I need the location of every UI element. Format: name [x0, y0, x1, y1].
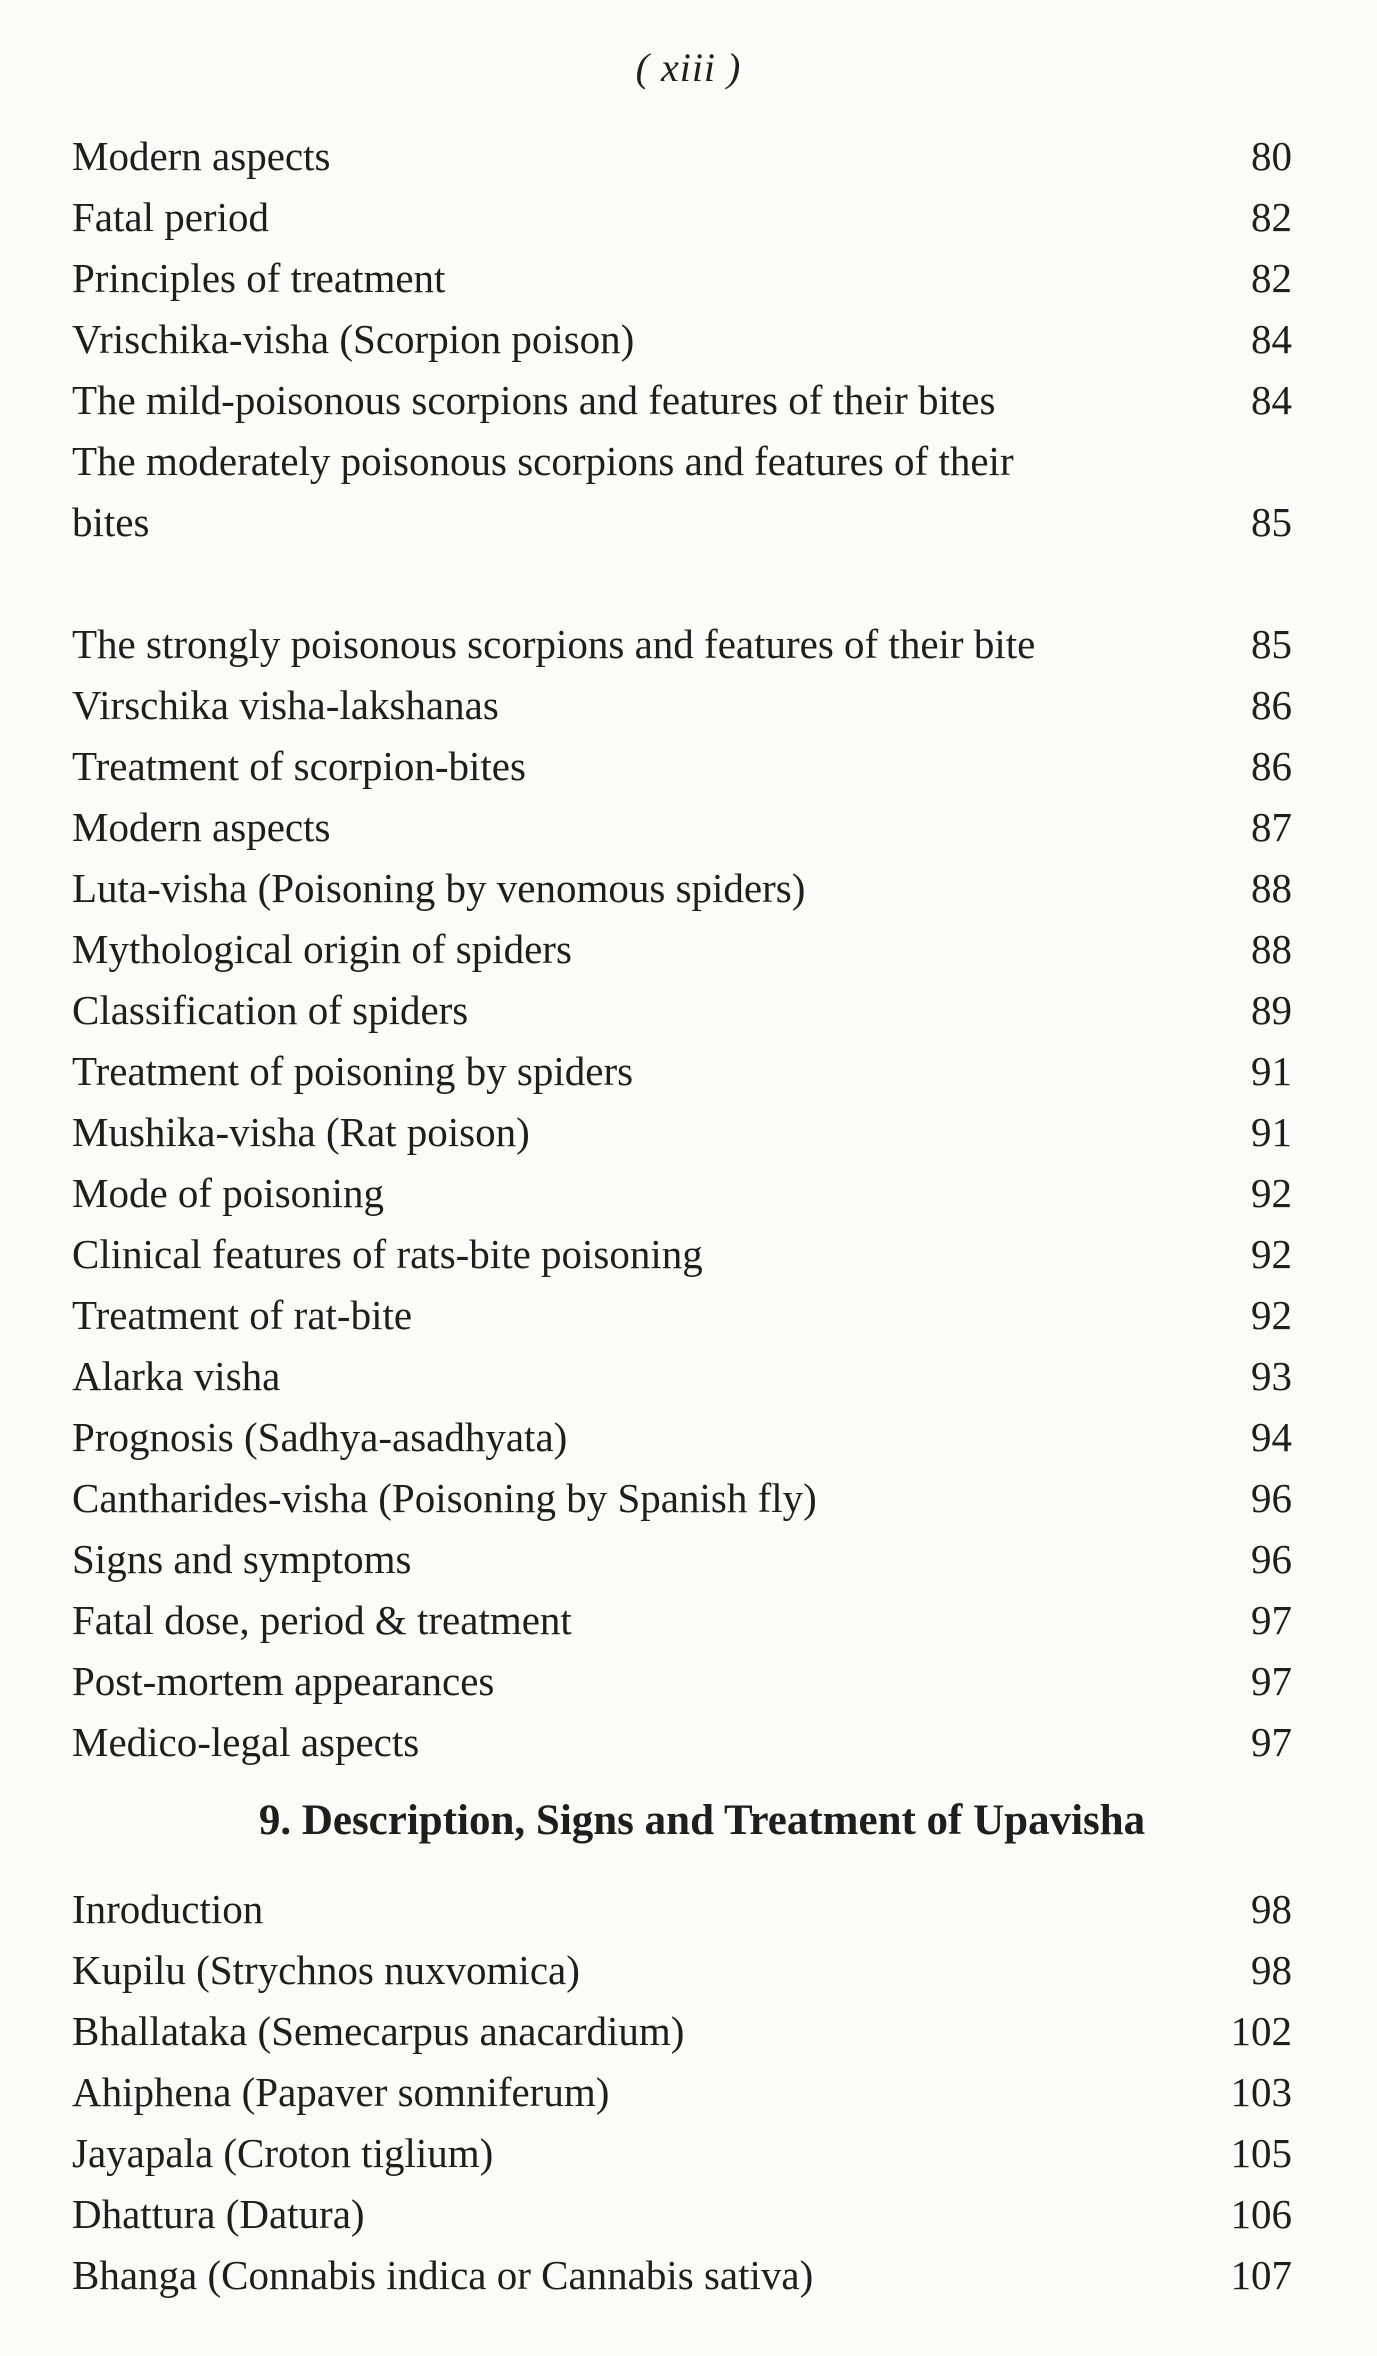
toc-entry-page: 92 — [1251, 1170, 1292, 1216]
toc-entry-page: 102 — [1230, 2008, 1292, 2054]
toc-entry — [72, 1346, 1292, 1407]
toc-entry-title: Ahiphena (Papaver somniferum) — [72, 2069, 610, 2115]
toc-entry — [72, 797, 1292, 858]
toc-entry-title: Vrischika-visha (Scorpion poison) — [72, 316, 635, 362]
toc-entry — [72, 1529, 1292, 1590]
toc-entry — [72, 1651, 1292, 1712]
toc-entry — [72, 736, 1292, 797]
toc-entry — [72, 1163, 1292, 1224]
toc-entry — [72, 1285, 1292, 1346]
toc-entry-title: The strongly poisonous scorpions and features of their bite — [72, 621, 1036, 667]
toc-entry-page: 84 — [1251, 316, 1292, 362]
toc-entry — [72, 2062, 1292, 2123]
toc-entry — [72, 1879, 1292, 1940]
toc-entry-page: 98 — [1251, 1886, 1292, 1932]
toc-entry — [72, 187, 1292, 248]
table-of-contents — [72, 126, 1292, 2306]
toc-entry-page: 97 — [1251, 1658, 1292, 1704]
toc-entry-page: 92 — [1251, 1231, 1292, 1277]
toc-entry-title: Dhattura (Datura) — [72, 2191, 365, 2237]
toc-entry — [72, 2123, 1292, 2184]
toc-entry-page: 105 — [1230, 2130, 1292, 2176]
toc-entry-page: 86 — [1251, 743, 1292, 789]
toc-entry-page: 85 — [1251, 499, 1292, 545]
toc-entry-title: Prognosis (Sadhya-asadhyata) — [72, 1414, 568, 1460]
toc-entry — [72, 1590, 1292, 1651]
toc-entry-title: Jayapala (Croton tiglium) — [72, 2130, 494, 2176]
toc-entry-title: Post-mortem appearances — [72, 1658, 495, 1704]
toc-entry-title: Modern aspects — [72, 804, 331, 850]
toc-entry-title: Mushika-visha (Rat poison) — [72, 1109, 530, 1155]
toc-entry-page: 82 — [1251, 255, 1292, 301]
toc-entry-page: 93 — [1251, 1353, 1292, 1399]
toc-entry — [72, 431, 1292, 553]
toc-entry — [72, 1041, 1292, 1102]
toc-entry — [72, 553, 1292, 675]
toc-entry-page: 98 — [1251, 1947, 1292, 1993]
toc-entry-title: Treatment of rat-bite — [72, 1292, 413, 1338]
toc-entry — [72, 1102, 1292, 1163]
toc-entry-page: 97 — [1251, 1597, 1292, 1643]
toc-entry-page: 96 — [1251, 1536, 1292, 1582]
toc-entry — [72, 1407, 1292, 1468]
toc-entry-title: Inroduction — [72, 1886, 264, 1932]
toc-entry — [72, 1224, 1292, 1285]
toc-entry-page: 91 — [1251, 1109, 1292, 1155]
toc-entry-page: 86 — [1251, 682, 1292, 728]
toc-entry-title: Bhallataka (Semecarpus anacardium) — [72, 2008, 685, 2054]
toc-entry-page: 92 — [1251, 1292, 1292, 1338]
toc-entry — [72, 248, 1292, 309]
toc-entry-title: Clinical features of rats-bite poisoning — [72, 1231, 703, 1277]
toc-entry-title: Treatment of poisoning by spiders — [72, 1048, 634, 1094]
toc-entry-title: Treatment of scorpion-bites — [72, 743, 526, 789]
toc-entry-page: 103 — [1230, 2069, 1292, 2115]
toc-entry-title: The moderately poisonous scorpions and features of their bites — [72, 438, 1014, 545]
toc-entry-title: Principles of treatment — [72, 255, 446, 301]
toc-entry — [72, 980, 1292, 1041]
section-heading: 9. Description, Signs and Treatment of Upavisha — [258, 1797, 1146, 1844]
toc-entry-page: 107 — [1230, 2252, 1292, 2298]
toc-entry-title: Mythological origin of spiders — [72, 926, 572, 972]
toc-entry-page: 80 — [1251, 133, 1292, 179]
toc-entry — [72, 858, 1292, 919]
toc-entry-page: 97 — [1251, 1719, 1292, 1765]
toc-entry-title: Fatal period — [72, 194, 269, 240]
toc-entry — [72, 1712, 1292, 1773]
toc-entry-page: 84 — [1251, 377, 1292, 423]
toc-entry-title: Signs and symptoms — [72, 1536, 412, 1582]
toc-entry — [72, 126, 1292, 187]
toc-entry-title: Cantharides-visha (Poisoning by Spanish fly) — [72, 1475, 817, 1521]
toc-entry — [72, 919, 1292, 980]
toc-entry-page: 88 — [1251, 865, 1292, 911]
toc-entry-title: Modern aspects — [72, 133, 331, 179]
toc-entry — [72, 2001, 1292, 2062]
toc-entry-title: Mode of poisoning — [72, 1170, 385, 1216]
page-number: ( xiii ) — [635, 45, 742, 90]
toc-entry — [72, 2245, 1292, 2306]
toc-entry-title: Luta-visha (Poisoning by venomous spiders) — [72, 865, 806, 911]
toc-entry-page: 96 — [1251, 1475, 1292, 1521]
toc-entry-page: 91 — [1251, 1048, 1292, 1094]
toc-entry-title: Virschika visha-lakshanas — [72, 682, 499, 728]
toc-entry-page: 88 — [1251, 926, 1292, 972]
toc-entry-title: Kupilu (Strychnos nuxvomica) — [72, 1947, 580, 1993]
toc-entry-page: 85 — [1251, 621, 1292, 667]
toc-entry — [72, 1468, 1292, 1529]
toc-entry — [72, 1940, 1292, 2001]
toc-entry — [72, 370, 1292, 431]
toc-entry-title: The mild-poisonous scorpions and features of their bites — [72, 377, 996, 423]
toc-entry — [72, 309, 1292, 370]
toc-entry-page: 94 — [1251, 1414, 1292, 1460]
toc-entry-title: Fatal dose, period & treatment — [72, 1597, 572, 1643]
toc-entry-title: Classification of spiders — [72, 987, 469, 1033]
toc-entry — [72, 2184, 1292, 2245]
toc-entry-page: 89 — [1251, 987, 1292, 1033]
toc-entry-title: Medico-legal aspects — [72, 1719, 420, 1765]
toc-entry-title: Alarka visha — [72, 1353, 281, 1399]
toc-entry — [72, 675, 1292, 736]
toc-entry-page: 106 — [1230, 2191, 1292, 2237]
toc-entry-page: 82 — [1251, 194, 1292, 240]
toc-entry-page: 87 — [1251, 804, 1292, 850]
toc-entry-title: Bhanga (Connabis indica or Cannabis sativa) — [72, 2252, 814, 2298]
